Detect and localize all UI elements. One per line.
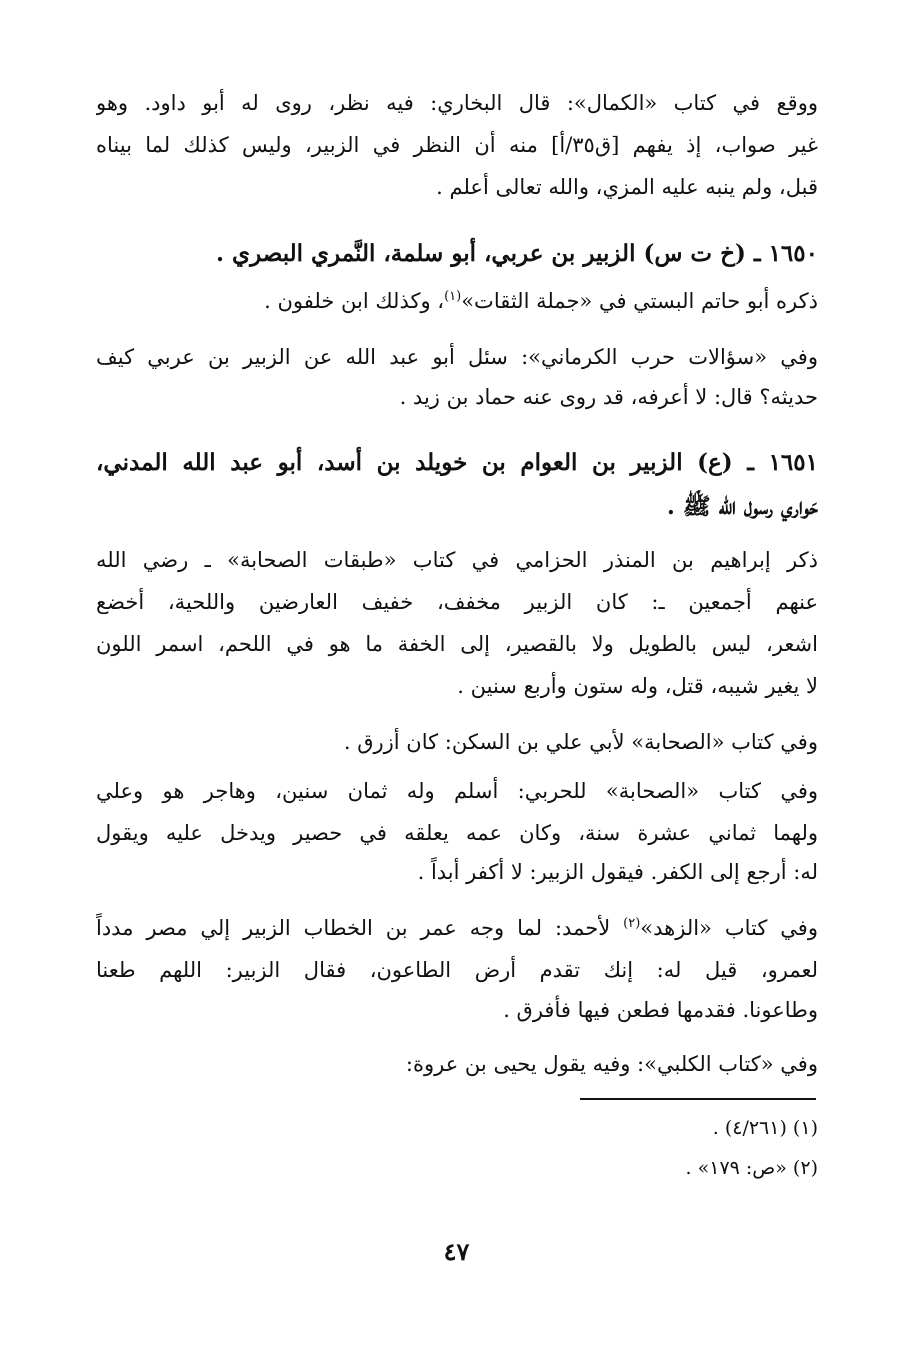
text-line: ذكر إبراهيم بن المنذر الحزامي في كتاب «طبقات الصحابة» ـ رضي الله [96, 548, 818, 572]
entry-heading-1651: ١٦٥١ ـ (ع) الزبير بن العوام بن خويلد بن أسد، أبو عبد الله المدني، [96, 449, 818, 476]
text-line: لعمرو، قيل له: إنك تقدم أرض الطاعون، فقال الزبير: اللهم طعنا [96, 958, 818, 982]
page-number: ٤٧ [443, 1237, 470, 1266]
text-line: لا يغير شيبه، قتل، وله ستون وأربع سنين . [457, 674, 818, 698]
footnote-1: (١) (٤/٢٦١) . [712, 1117, 818, 1139]
text-line: له: أرجع إلى الكفر. فيقول الزبير: لا أكفر أبداً . [417, 860, 818, 884]
text-line: وفي «سؤالات حرب الكرماني»: سئل أبو عبد الله عن الزبير بن عربي كيف [96, 345, 818, 369]
footnote-divider [580, 1098, 816, 1100]
text-line: ذكره أبو حاتم البستي في «جملة الثقات»$^{(١)}$، وكذلك ابن خلفون . [264, 289, 818, 313]
text-line: اشعر، ليس بالطويل ولا بالقصير، إلى الخفة ما هو في اللحم، اسمر اللون [96, 632, 818, 656]
text-line: غير صواب، إذ يفهم [ق٣٥/أ] منه أن النظر في الزبير، وليس كذلك لما بيناه [96, 133, 818, 157]
text-line: وفي كتاب «الصحابة» للحربي: أسلم وله ثمان سنين، وهاجر هو وعلي [96, 779, 818, 803]
footnote-ref: (١) [444, 289, 462, 304]
footnote-2: (٢) «ص: ١٧٩» . [685, 1157, 818, 1179]
footnote-ref: (٢) [623, 916, 641, 931]
text-line: وطاعونا. فقدمها فطعن فيها فأفرق . [503, 998, 818, 1022]
text-line: ولهما ثماني عشرة سنة، وكان عمه يعلقه في حصير ويدخل عليه ويقول [96, 821, 818, 845]
text-line: عنهم أجمعين ـ: كان الزبير مخفف، خفيف العارضين واللحية، أخضع [96, 590, 818, 614]
text-line: ووقع في كتاب «الكمال»: قال البخاري: فيه نظر، روى له أبو داود. وهو [96, 91, 818, 115]
text-line: وفي «كتاب الكلبي»: وفيه يقول يحيى بن عروة: [405, 1052, 818, 1076]
text-line: حديثه؟ قال: لا أعرفه، قد روى عنه حماد بن زيد . [399, 385, 818, 409]
entry-heading-1650: ١٦٥٠ ـ (خ ت س) الزبير بن عربي، أبو سلمة، النَّمري البصري . [216, 240, 818, 267]
text-line: وفي كتاب «الصحابة» لأبي علي بن السكن: كان أزرق . [343, 730, 818, 754]
text-line: قبل، ولم ينبه عليه المزي، والله تعالى أعلم . [436, 175, 818, 199]
entry-heading-1651-cont: حَواري رسول الله ﷺ . [666, 493, 818, 520]
text-line: وفي كتاب «الزهد»$^{(٢)}$ لأحمد: لما وجه عمر بن الخطاب الزبير إلي مصر مدداً [96, 916, 818, 940]
